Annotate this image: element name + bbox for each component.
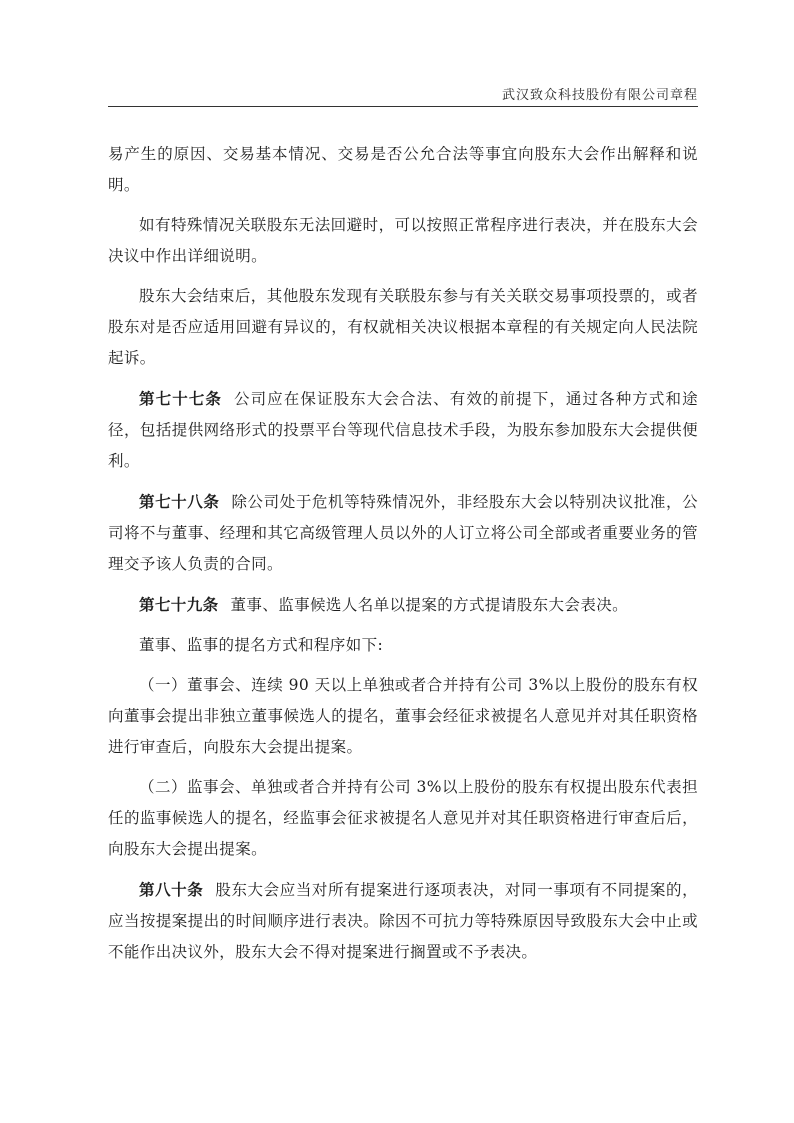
article-77 <box>108 383 698 477</box>
article-number: 第八十条 <box>139 880 204 899</box>
page-header: 武汉致众科技股份有限公司章程 <box>501 88 698 103</box>
document-body <box>108 139 698 977</box>
paragraph-text: 董事、监事的提名方式和程序如下: <box>139 636 384 654</box>
paragraph-text: 公司应在保证股东大会合法、有效的前提下，通过各种方式和途径，包括提供网络形式的投票平台等现代信息技术手段，为股东参加股东大会提供便利。 <box>108 390 698 470</box>
article-number: 第七十七条 <box>139 389 222 408</box>
paragraph <box>108 772 698 865</box>
paragraph-text: 如有特殊情况关联股东无法回避时，可以按照正常程序进行表决，并在股东大会决议中作出详细说明。 <box>108 216 698 265</box>
paragraph-text: 易产生的原因、交易基本情况、交易是否公允合法等事宜向股东大会作出解释和说明。 <box>108 145 698 194</box>
paragraph-text: （二）监事会、单独或者合并持有公司 3%以上股份的股东有权提出股东代表担任的监事候选人的提名，经监事会征求被提名人意见并对其任职资格进行审查后后，向股东大会提出提案。 <box>108 778 698 858</box>
paragraph <box>108 670 698 763</box>
paragraph <box>108 281 698 374</box>
article-number: 第七十九条 <box>139 595 219 614</box>
paragraph-text: （一）董事会、连续 90 天以上单独或者合并持有公司 3%以上股份的股东有权向董事会提出非独立董事候选人的提名，董事会经征求被提名人意见并对其任职资格进行审查后，向股东大会提出提案。 <box>108 676 698 756</box>
paragraph <box>108 630 698 661</box>
paragraph <box>108 139 698 201</box>
paragraph-text: 股东大会应当对所有提案进行逐项表决，对同一事项有不同提案的，应当按提案提出的时间顺序进行表决。除因不可抗力等特殊原因导致股东大会中止或不能作出决议外，股东大会不得对提案进行搁置或不予表决。 <box>108 881 698 961</box>
article-79 <box>108 589 698 621</box>
paragraph-text: 股东大会结束后，其他股东发现有关联股东参与有关关联交易事项投票的，或者股东对是否应适用回避有异议的，有权就相关决议根据本章程的有关规定向人民法院起诉。 <box>108 287 698 367</box>
paragraph-text: 董事、监事候选人名单以提案的方式提请股东大会表决。 <box>230 596 629 614</box>
article-80 <box>108 874 698 968</box>
paragraph-text: 除公司处于危机等特殊情况外，非经股东大会以特别决议批准，公司将不与董事、经理和其它高级管理人员以外的人订立将公司全部或者重要业务的管理交予该人负责的合同。 <box>108 493 698 573</box>
article-78 <box>108 486 698 580</box>
header-rule <box>108 106 698 107</box>
paragraph <box>108 210 698 272</box>
article-number: 第七十八条 <box>139 492 220 511</box>
